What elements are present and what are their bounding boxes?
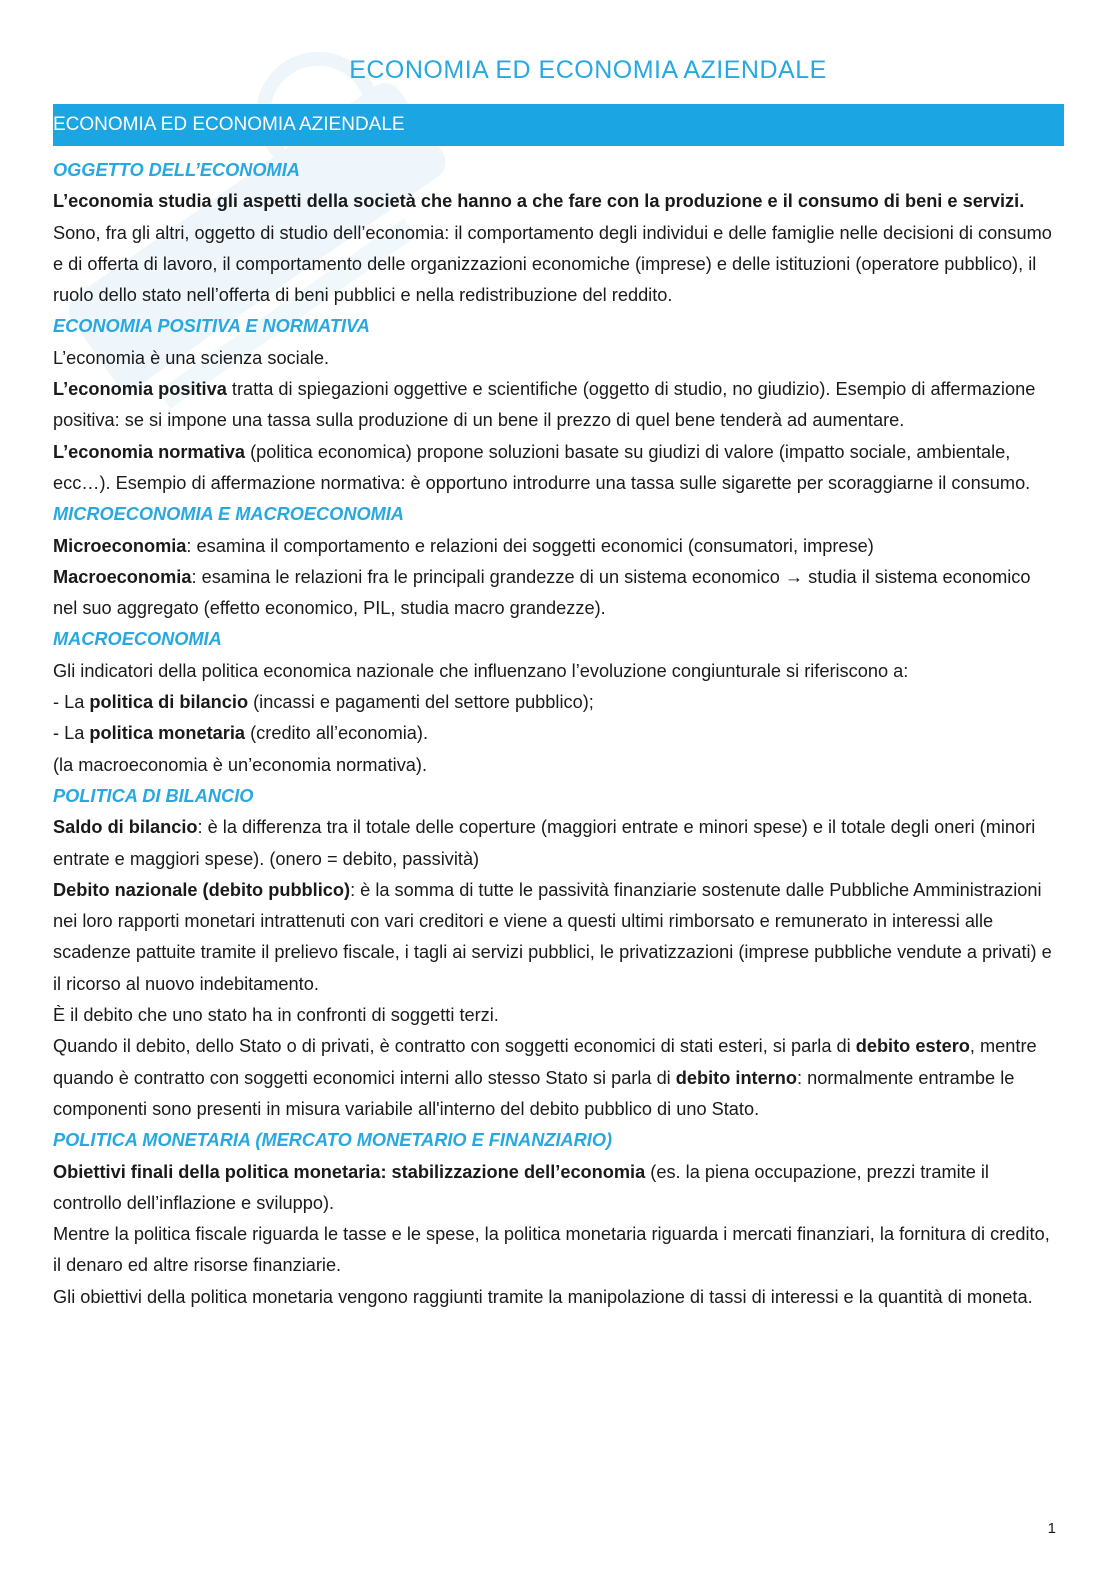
paragraph: Mentre la politica fiscale riguarda le tasse e le spese, la politica monetaria riguarda i mercati finanziari, la fornitura di credito, il denaro ed altre risorse finanziarie.: [53, 1224, 1050, 1276]
paragraph: Macroeconomia: esamina le relazioni fra le principali grandezze di un sistema economico → studia il sistema economico nel suo aggregato (effetto economico, PIL, studia macro grandezze).: [53, 566, 1031, 619]
heading-oggetto: OGGETTO DELL’ECONOMIA: [53, 160, 300, 180]
paragraph: Obiettivi finali della politica monetaria: stabilizzazione dell’economia (es. la piena occupazione, prezzi tramite il controllo dell’inflazione e sviluppo).: [53, 1161, 989, 1213]
heading-micro-macro: MICROECONOMIA E MACROECONOMIA: [53, 504, 404, 525]
paragraph: Quando il debito, dello Stato o di privati, è contratto con soggetti economici di stati esteri, si parla di debito estero, mentre quando è contratto con soggetti economici interni allo stesso Stato si parla di debito interno: normalmente entrambe le componenti sono presenti in misura variabile all'interno del debito pubblico di uno Stato.: [53, 1036, 1037, 1119]
paragraph: (la macroeconomia è un’economia normativa).: [53, 754, 428, 775]
list-item: - La politica di bilancio (incassi e pagamenti del settore pubblico);: [53, 692, 594, 713]
paragraph: Gli indicatori della politica economica nazionale che influenzano l’evoluzione congiunturale si riferiscono a:: [53, 660, 909, 681]
heading-macroeconomia: MACROECONOMIA: [53, 629, 222, 650]
page-title: ECONOMIA ED ECONOMIA AZIENDALE: [349, 56, 827, 84]
page-number: 1: [1047, 1520, 1056, 1537]
banner-label: ECONOMIA ED ECONOMIA AZIENDALE: [53, 114, 405, 135]
heading-politica-bilancio: POLITICA DI BILANCIO: [53, 785, 254, 806]
heading-positiva-normativa: ECONOMIA POSITIVA E NORMATIVA: [53, 316, 370, 337]
paragraph: L’economia positiva tratta di spiegazioni oggettive e scientifiche (oggetto di studio, no giudizio). Esempio di affermazione positiva: se si impone una tassa sulla produzione di un bene il prezzo di quel bene tenderà ad aumentare.: [53, 379, 1036, 431]
section-banner: [53, 104, 1064, 146]
paragraph: Microeconomia: esamina il comportamento e relazioni dei soggetti economici (consumatori, imprese): [53, 535, 874, 556]
document-body: [53, 155, 1058, 1313]
paragraph: L’economia normativa (politica economica) propone soluzioni basate su giudizi di valore (impatto sociale, ambientale, ecc…). Esempio di affermazione normativa: è opportuno introdurre una tassa sulle sigarette per scoraggiarne il consumo.: [53, 441, 1031, 493]
paragraph: Gli obiettivi della politica monetaria vengono raggiunti tramite la manipolazione di tassi di interessi e la quantità di moneta.: [53, 1286, 1033, 1307]
paragraph: Sono, fra gli altri, oggetto di studio dell’economia: il comportamento degli individui e delle famiglie nelle decisioni di consumo e di offerta di lavoro, il comportamento delle organizzazioni economiche (imprese) e delle istituzioni (operatore pubblico), il ruolo dello stato nell’offerta di beni pubblici e nella redistribuzione del reddito.: [53, 222, 1052, 306]
paragraph: È il debito che uno stato ha in confronti di soggetti terzi.: [53, 1005, 499, 1026]
heading-politica-monetaria: POLITICA MONETARIA (MERCATO MONETARIO E FINANZIARIO): [53, 1130, 613, 1151]
paragraph: L’economia è una scienza sociale.: [53, 347, 330, 368]
paragraph: Debito nazionale (debito pubblico): è la somma di tutte le passività finanziarie sostenute dalle Pubbliche Amministrazioni nei loro rapporti monetari intrattenuti con vari creditori e viene a questi ultimi rimborsato e remunerato in interessi alle scadenze pattuite tramite il prelievo fiscale, i tagli ai servizi pubblici, le privatizzazioni (imprese pubbliche vendute a privati) e il ricorso al nuovo indebitamento.: [53, 879, 1052, 994]
paragraph: L’economia studia gli aspetti della società che hanno a che fare con la produzione e il consumo di beni e servizi.: [53, 191, 1025, 212]
paragraph: Saldo di bilancio: è la differenza tra il totale delle coperture (maggiori entrate e minori spese) e il totale degli oneri (minori entrate e maggiori spese). (onero = debito, passività): [53, 817, 1036, 869]
list-item: - La politica monetaria (credito all’economia).: [53, 723, 429, 744]
